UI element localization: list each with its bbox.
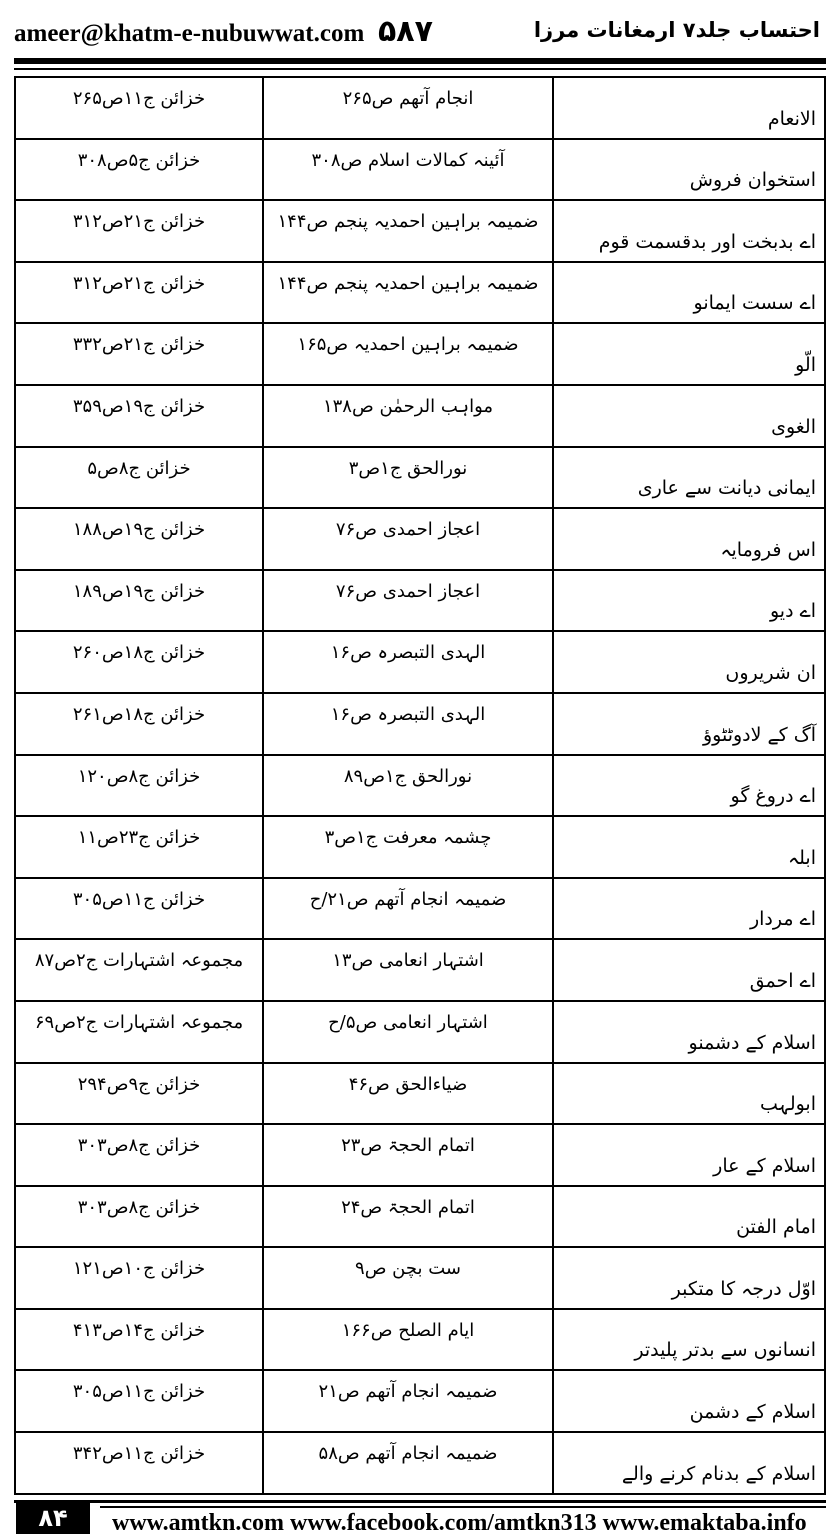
footer-page-badge: ۸۴ (16, 1502, 90, 1534)
term-cell: اسلام کے بدنام کرنے والے (553, 1432, 825, 1494)
reference-cell: خزائن ج۲۳ص۱۱ (15, 816, 263, 878)
reference-cell: خزائن ج۸ص۵ (15, 447, 263, 509)
reference-cell: خزائن ج۱۱ص۲۶۵ (15, 77, 263, 139)
book-cell: ضمیمہ انجام آتھم ص۲۱/ح (263, 878, 553, 940)
page-header (0, 0, 840, 60)
table-row (15, 323, 825, 385)
header-title: احتساب جلد۷ ارمغانات مرزا (533, 18, 820, 42)
table-row (15, 939, 825, 1001)
reference-cell: خزائن ج۱۱ص۳۰۵ (15, 878, 263, 940)
term-cell: اسلام کے دشمن (553, 1370, 825, 1432)
book-cell: اعجاز احمدی ص۷۶ (263, 508, 553, 570)
reference-cell: خزائن ج۲۱ص۳۱۲ (15, 262, 263, 324)
reference-cell: خزائن ج۸ص۳۰۳ (15, 1124, 263, 1186)
header-divider-thin (14, 68, 826, 70)
footer-divider-thin (100, 1506, 826, 1508)
term-cell: ان شریروں (553, 631, 825, 693)
book-cell: ضمیمہ براہین احمدیہ ص۱۶۵ (263, 323, 553, 385)
term-cell: استخوان فروش (553, 139, 825, 201)
reference-cell: خزائن ج۲۱ص۳۱۲ (15, 200, 263, 262)
term-cell: اے دروغ گو (553, 755, 825, 817)
header-divider-thick (14, 58, 826, 64)
book-cell: ضمیمہ انجام آتھم ص۵۸ (263, 1432, 553, 1494)
term-cell: ابولہب (553, 1063, 825, 1125)
term-cell: الانعام (553, 77, 825, 139)
term-cell: اے سست ایمانو (553, 262, 825, 324)
table-row (15, 200, 825, 262)
book-cell: ایام الصلح ص۱۶۶ (263, 1309, 553, 1371)
header-email: ameer@khatm-e-nubuwwat.com (14, 20, 365, 47)
reference-cell: خزائن ج۵ص۳۰۸ (15, 139, 263, 201)
book-cell: ضمیمہ براہین احمدیہ پنجم ص۱۴۴ (263, 262, 553, 324)
term-cell: اوّل درجہ کا متکبر (553, 1247, 825, 1309)
reference-cell: خزائن ج۱۹ص۱۸۸ (15, 508, 263, 570)
book-cell: ضیاءالحق ص۴۶ (263, 1063, 553, 1125)
reference-cell: خزائن ج۱۴ص۴۱۳ (15, 1309, 263, 1371)
table-row (15, 693, 825, 755)
table-row (15, 1186, 825, 1248)
reference-cell: خزائن ج۱۱ص۳۰۵ (15, 1370, 263, 1432)
reference-cell: خزائن ج۹ص۲۹۴ (15, 1063, 263, 1125)
term-cell: اے دیو (553, 570, 825, 632)
book-cell: چشمہ معرفت ج۱ص۳ (263, 816, 553, 878)
term-cell: آگ کے لادوٹٹوؤ (553, 693, 825, 755)
table-row (15, 1001, 825, 1063)
reference-cell: خزائن ج۲۱ص۳۳۲ (15, 323, 263, 385)
book-cell: اتمام الحجۃ ص۲۳ (263, 1124, 553, 1186)
book-cell: ست بچن ص۹ (263, 1247, 553, 1309)
table-row (15, 570, 825, 632)
table-row (15, 77, 825, 139)
term-cell: الّو (553, 323, 825, 385)
book-cell: مواہب الرحمٰن ص۱۳۸ (263, 385, 553, 447)
term-cell: اے بدبخت اور بدقسمت قوم (553, 200, 825, 262)
reference-cell: خزائن ج۸ص۱۲۰ (15, 755, 263, 817)
reference-cell: خزائن ج۱۸ص۲۶۰ (15, 631, 263, 693)
book-cell: ضمیمہ براہین احمدیہ پنجم ص۱۴۴ (263, 200, 553, 262)
footer-urls: www.amtkn.com www.facebook.com/amtkn313 www.emaktaba.info (112, 1510, 807, 1536)
table-row (15, 1124, 825, 1186)
table-row (15, 878, 825, 940)
table-row (15, 1370, 825, 1432)
table-row (15, 447, 825, 509)
table-row (15, 139, 825, 201)
page-footer (0, 1500, 840, 1540)
table-row (15, 816, 825, 878)
term-cell: اس فرومایہ (553, 508, 825, 570)
book-cell: اعجاز احمدی ص۷۶ (263, 570, 553, 632)
table-row (15, 631, 825, 693)
book-cell: الہدی التبصرہ ص۱۶ (263, 693, 553, 755)
term-cell: امام الفتن (553, 1186, 825, 1248)
term-cell: الغوی (553, 385, 825, 447)
reference-cell: خزائن ج۱۹ص۱۸۹ (15, 570, 263, 632)
term-cell: ابلہ (553, 816, 825, 878)
table-row (15, 1063, 825, 1125)
book-cell: نورالحق ج۱ص۳ (263, 447, 553, 509)
header-page-number: ۵۸۷ (378, 14, 433, 49)
book-cell: اشتہار انعامی ص۵/ح (263, 1001, 553, 1063)
reference-cell: خزائن ج۱۰ص۱۲۱ (15, 1247, 263, 1309)
table-row (15, 262, 825, 324)
term-cell: اے احمق (553, 939, 825, 1001)
footer-divider (14, 1500, 826, 1503)
book-cell: ضمیمہ انجام آتھم ص۲۱ (263, 1370, 553, 1432)
term-cell: انسانوں سے بدتر پلیدتر (553, 1309, 825, 1371)
term-cell: ایمانی دیانت سے عاری (553, 447, 825, 509)
book-cell: نورالحق ج۱ص۸۹ (263, 755, 553, 817)
book-cell: الہدی التبصرہ ص۱۶ (263, 631, 553, 693)
table-row (15, 1309, 825, 1371)
book-cell: اتمام الحجۃ ص۲۴ (263, 1186, 553, 1248)
table-row (15, 1432, 825, 1494)
reference-cell: خزائن ج۱۱ص۳۴۲ (15, 1432, 263, 1494)
reference-table (14, 76, 824, 1495)
term-cell: اسلام کے عار (553, 1124, 825, 1186)
table-row (15, 508, 825, 570)
table-row (15, 1247, 825, 1309)
term-cell: اے مردار (553, 878, 825, 940)
term-cell: اسلام کے دشمنو (553, 1001, 825, 1063)
book-cell: انجام آتھم ص۲۶۵ (263, 77, 553, 139)
book-cell: اشتہار انعامی ص۱۳ (263, 939, 553, 1001)
reference-cell: خزائن ج۸ص۳۰۳ (15, 1186, 263, 1248)
reference-cell: مجموعہ اشتہارات ج۲ص۶۹ (15, 1001, 263, 1063)
table-row (15, 755, 825, 817)
reference-cell: مجموعہ اشتہارات ج۲ص۸۷ (15, 939, 263, 1001)
book-cell: آئینہ کمالات اسلام ص۳۰۸ (263, 139, 553, 201)
table-row (15, 385, 825, 447)
reference-cell: خزائن ج۱۸ص۲۶۱ (15, 693, 263, 755)
reference-cell: خزائن ج۱۹ص۳۵۹ (15, 385, 263, 447)
